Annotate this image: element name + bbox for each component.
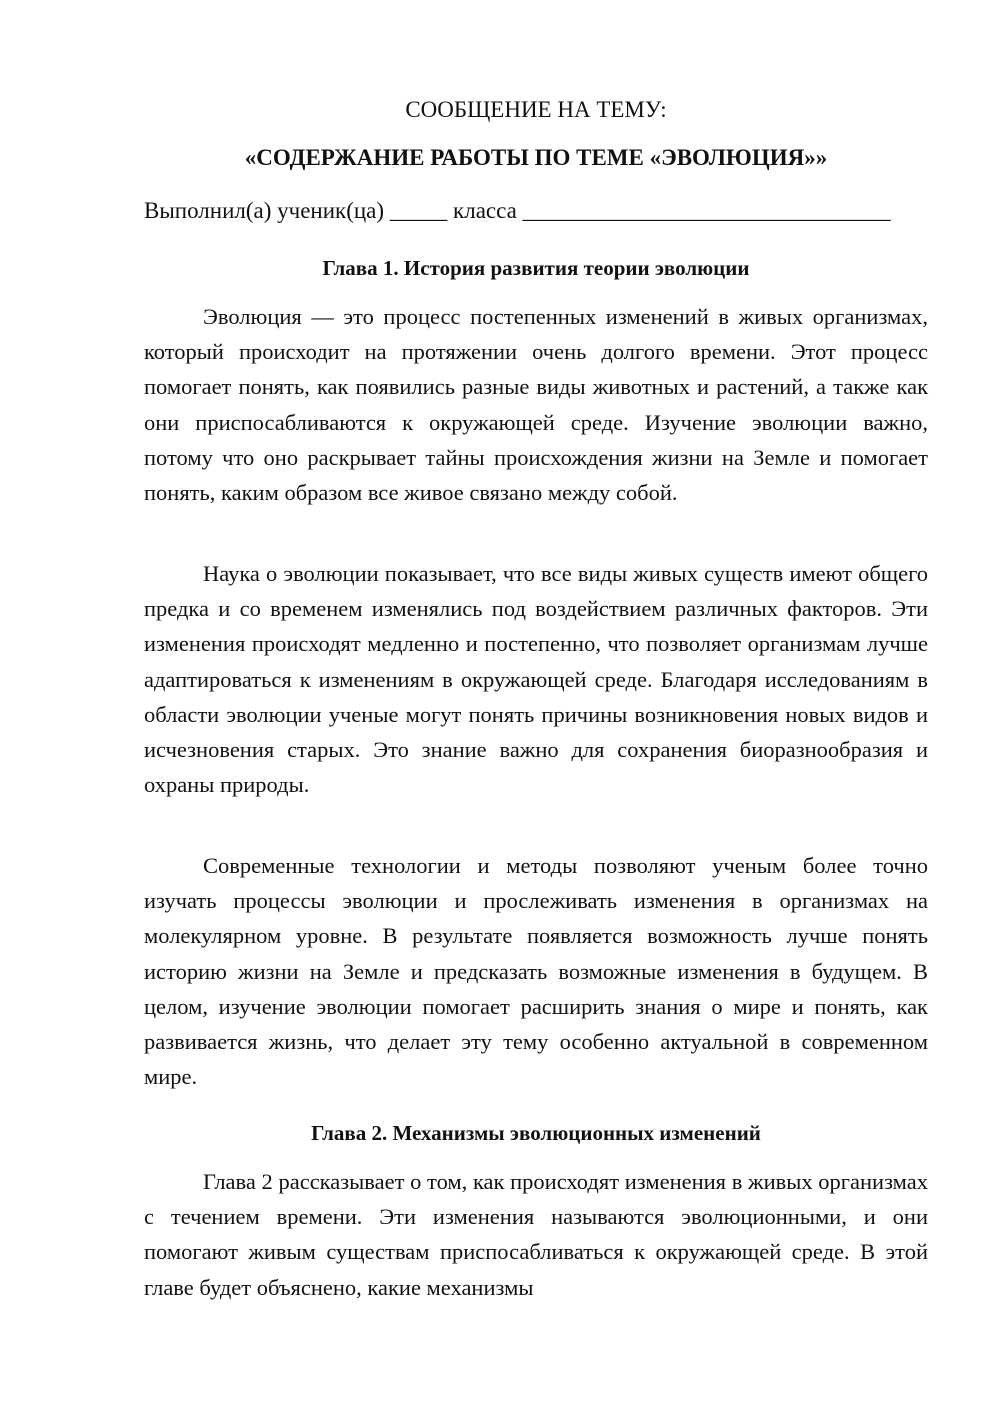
document-title-line1: СООБЩЕНИЕ НА ТЕМУ:	[405, 97, 667, 122]
document-title-line2: «СОДЕРЖАНИЕ РАБОТЫ ПО ТЕМЕ «ЭВОЛЮЦИЯ»»	[244, 145, 828, 170]
chapter1-heading: Глава 1. История развития теории эволюции	[322, 256, 750, 280]
chapter1-paragraph-2: Наука о эволюции показывает, что все виды живых существ имеют общего предка и со временем изменялись под воздействием различных факторов. Эти изменения происходят медленно и постепенно, что позволяет организмам лучше адаптироваться к изменениям в окружающей среде. Благодаря исследованиям в области эволюции ученые могут понять причины возникновения новых видов и исчезновения старых. Это знание важно для сохранения биоразнообразия и охраны природы.	[144, 561, 928, 798]
chapter2-paragraph-1: Глава 2 рассказывает о том, как происходят изменения в живых организмах с течением времени. Эти изменения называются эволюционными, и они помогают живым существам приспосабливаться к окружающей среде. В этой главе будет объяснено, какие механизмы	[144, 1169, 928, 1300]
chapter1-paragraph-3: Современные технологии и методы позволяют ученым более точно изучать процессы эволюции и прослеживать изменения в организмах на молекулярном уровне. В результате появляется возможность лучше понять историю жизни на Земле и предсказать возможные изменения в будущем. В целом, изучение эволюции помогает расширить знания о мире и понять, как развивается жизнь, что делает эту тему особенно актуальной в современном мире.	[144, 853, 928, 1090]
author-line: Выполнил(а) ученик(ца) _____ класса ________________________________	[144, 198, 891, 223]
chapter2-heading: Глава 2. Механизмы эволюционных изменений	[311, 1121, 761, 1145]
chapter1-paragraph-1: Эволюция — это процесс постепенных изменений в живых организмах, который происходит на протяжении очень долгого времени. Этот процесс помогает понять, как появились разные виды животных и растений, а также как они приспосабливаются к окружающей среде. Изучение эволюции важно, потому что оно раскрывает тайны происхождения жизни на Земле и помогает понять, каким образом все живое связано между собой.	[144, 304, 928, 506]
